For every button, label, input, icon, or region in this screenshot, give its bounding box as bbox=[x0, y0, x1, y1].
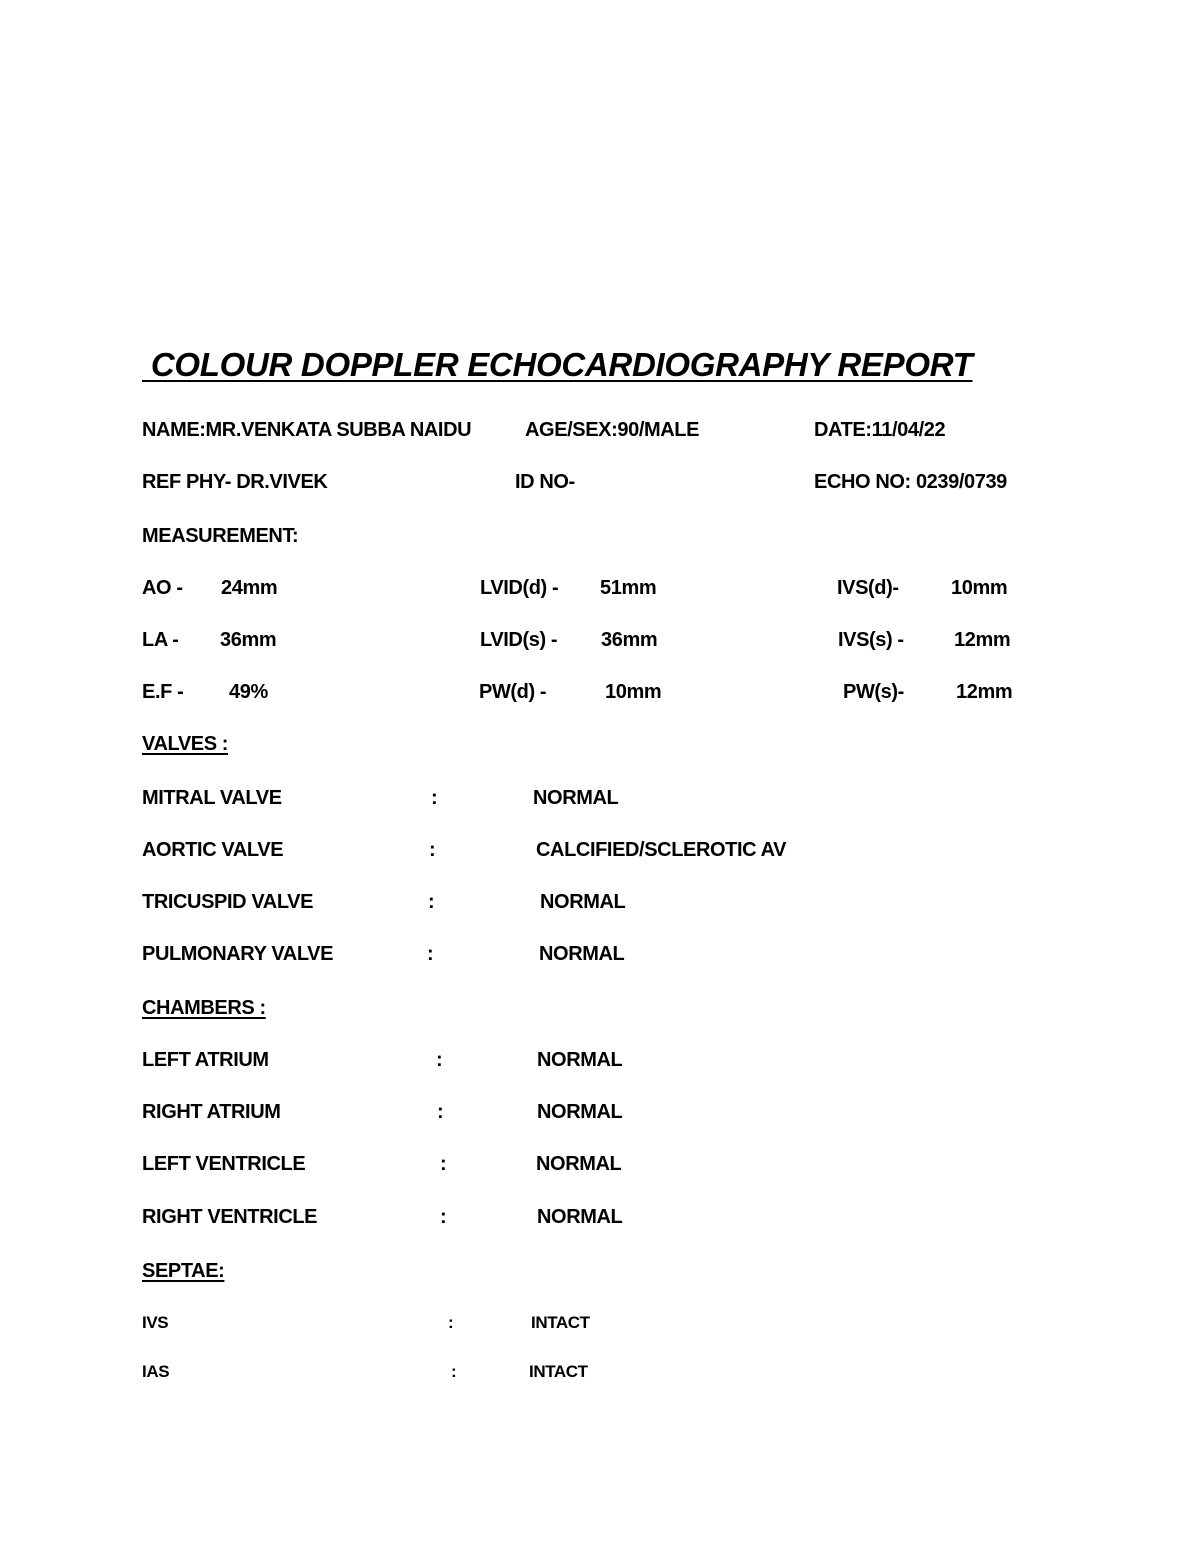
chamber-value-right-ventricle: NORMAL bbox=[537, 1206, 623, 1228]
septum-value-ivs: INTACT bbox=[531, 1313, 590, 1332]
measurement-value-pw-d: 10mm bbox=[605, 681, 662, 703]
measurement-value-lvid-d: 51mm bbox=[600, 577, 657, 599]
echo-number: ECHO NO: 0239/0739 bbox=[814, 471, 1007, 493]
measurement-label-ivs-s: IVS(s) - bbox=[838, 629, 904, 651]
septum-separator: : bbox=[451, 1362, 457, 1381]
chamber-label-left-atrium: LEFT ATRIUM bbox=[142, 1049, 269, 1071]
measurement-value-ivs-d: 10mm bbox=[951, 577, 1008, 599]
measurement-label-lvid-s: LVID(s) - bbox=[480, 629, 558, 651]
patient-age-sex: AGE/SEX:90/MALE bbox=[525, 419, 700, 441]
referring-physician: REF PHY- DR.VIVEK bbox=[142, 471, 328, 493]
chamber-value-right-atrium: NORMAL bbox=[537, 1101, 623, 1123]
patient-name: NAME:MR.VENKATA SUBBA NAIDU bbox=[142, 419, 472, 441]
chamber-label-left-ventricle: LEFT VENTRICLE bbox=[142, 1153, 306, 1175]
measurement-value-pw-s: 12mm bbox=[956, 681, 1013, 703]
chamber-separator: : bbox=[440, 1153, 447, 1175]
valve-value-pulmonary: NORMAL bbox=[539, 943, 625, 965]
measurement-label-lvid-d: LVID(d) - bbox=[480, 577, 559, 599]
valve-label-tricuspid: TRICUSPID VALVE bbox=[142, 891, 314, 913]
septum-separator: : bbox=[448, 1313, 454, 1332]
septum-value-ias: INTACT bbox=[529, 1362, 588, 1381]
measurement-label-pw-d: PW(d) - bbox=[479, 681, 547, 703]
chambers-heading: CHAMBERS : bbox=[142, 997, 266, 1019]
measurement-value-lvid-s: 36mm bbox=[601, 629, 658, 651]
valve-label-pulmonary: PULMONARY VALVE bbox=[142, 943, 334, 965]
measurement-label-ao: AO - bbox=[142, 577, 183, 599]
valve-value-mitral: NORMAL bbox=[533, 787, 619, 809]
valve-separator: : bbox=[429, 839, 436, 861]
valve-value-tricuspid: NORMAL bbox=[540, 891, 626, 913]
measurement-label-ivs-d: IVS(d)- bbox=[837, 577, 899, 599]
measurement-heading: MEASUREMENT: bbox=[142, 525, 299, 547]
valve-label-aortic: AORTIC VALVE bbox=[142, 839, 284, 861]
patient-id-number: ID NO- bbox=[515, 471, 575, 493]
chamber-separator: : bbox=[436, 1049, 443, 1071]
valve-value-aortic: CALCIFIED/SCLEROTIC AV bbox=[536, 839, 787, 861]
chamber-separator: : bbox=[440, 1206, 447, 1228]
valve-separator: : bbox=[427, 943, 434, 965]
measurement-value-la: 36mm bbox=[220, 629, 277, 651]
measurement-value-ivs-s: 12mm bbox=[954, 629, 1011, 651]
chamber-label-right-atrium: RIGHT ATRIUM bbox=[142, 1101, 281, 1123]
valve-separator: : bbox=[428, 891, 435, 913]
valves-heading: VALVES : bbox=[142, 733, 229, 755]
septum-label-ias: IAS bbox=[142, 1362, 170, 1381]
report-date: DATE:11/04/22 bbox=[814, 419, 946, 441]
measurement-label-ef: E.F - bbox=[142, 681, 184, 703]
chamber-separator: : bbox=[437, 1101, 444, 1123]
valve-separator: : bbox=[431, 787, 438, 809]
chamber-value-left-atrium: NORMAL bbox=[537, 1049, 623, 1071]
valve-label-mitral: MITRAL VALVE bbox=[142, 787, 282, 809]
measurement-label-pw-s: PW(s)- bbox=[843, 681, 904, 703]
measurement-value-ao: 24mm bbox=[221, 577, 278, 599]
septae-heading: SEPTAE: bbox=[142, 1260, 225, 1282]
chamber-label-right-ventricle: RIGHT VENTRICLE bbox=[142, 1206, 318, 1228]
report-title: COLOUR DOPPLER ECHOCARDIOGRAPHY REPORT bbox=[150, 346, 973, 383]
measurement-value-ef: 49% bbox=[229, 681, 268, 703]
chamber-value-left-ventricle: NORMAL bbox=[536, 1153, 622, 1175]
measurement-label-la: LA - bbox=[142, 629, 179, 651]
septum-label-ivs: IVS bbox=[142, 1313, 169, 1332]
